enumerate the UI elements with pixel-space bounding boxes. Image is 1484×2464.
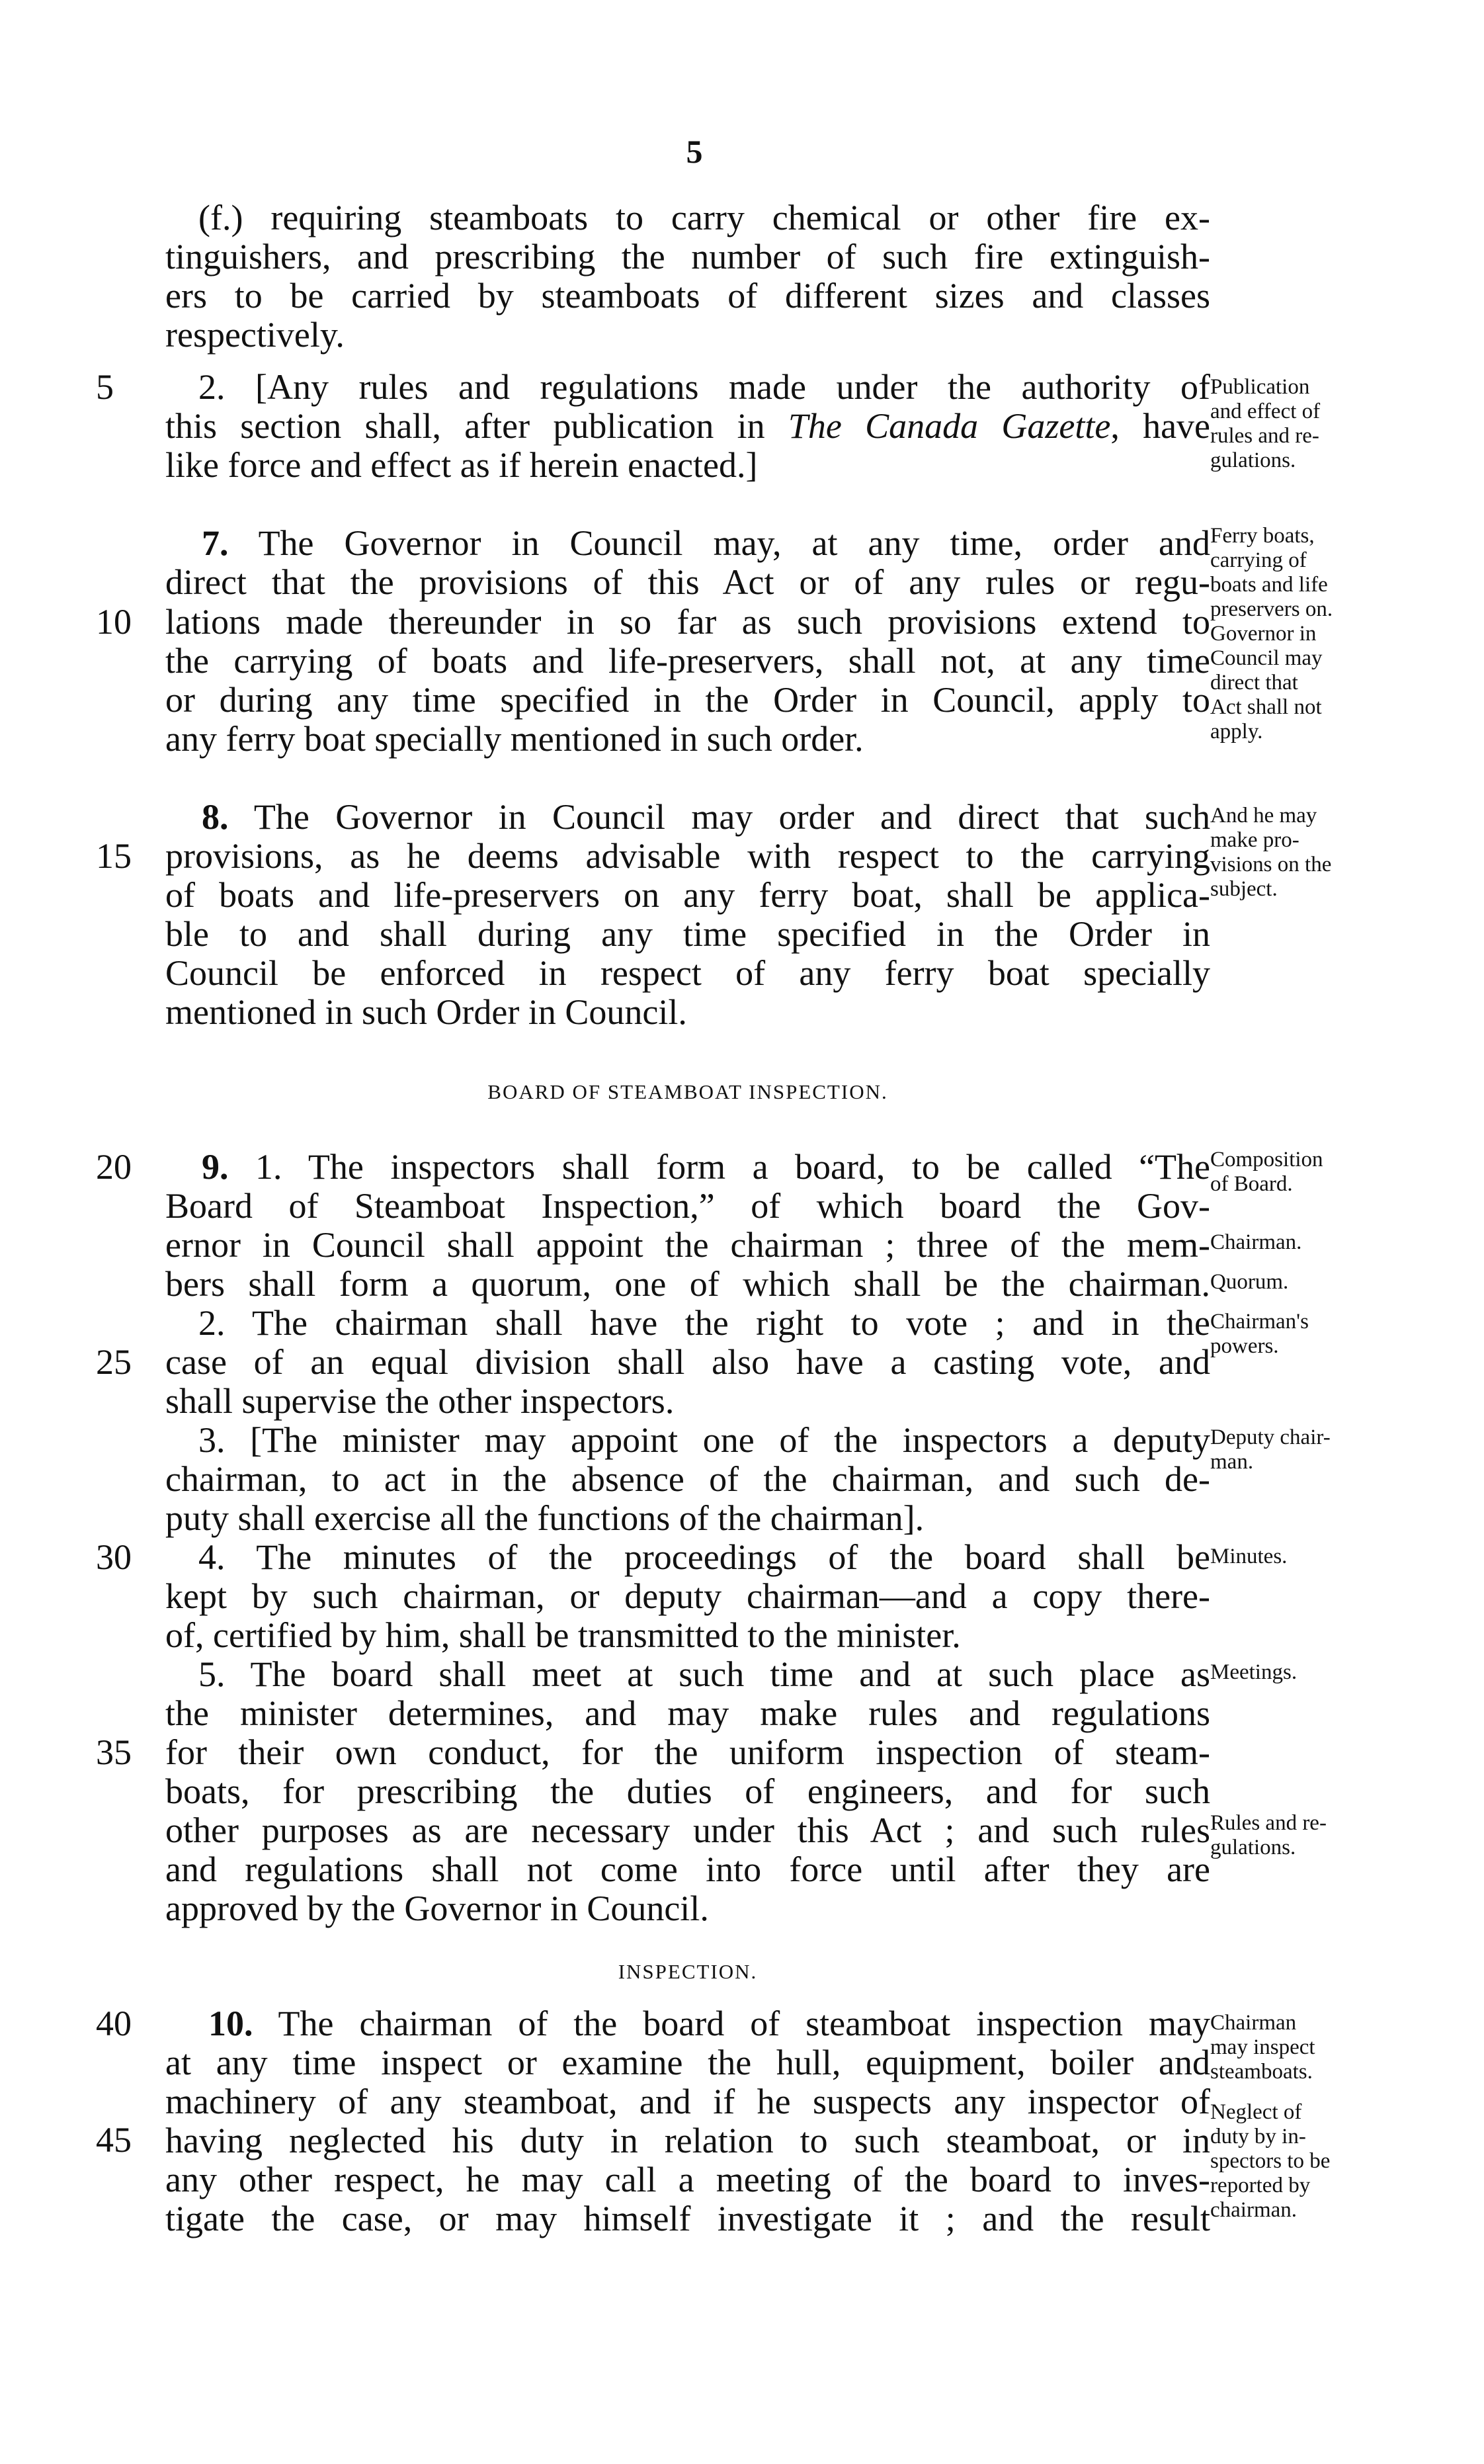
body-line: at any time inspect or examine the hull, equipment, boiler and <box>165 2043 1210 2082</box>
body-line: other purposes as are necessary under this Act ; and such rules <box>165 1811 1210 1850</box>
body-line: of, certified by him, shall be transmitted to the minister. <box>165 1616 961 1655</box>
heading-inspection: INSPECTION. <box>618 1960 758 1983</box>
body-line: puty shall exercise all the functions of the chairman]. <box>165 1499 925 1538</box>
body-line: 4. The minutes of the proceedings of the board shall be <box>198 1538 1210 1577</box>
margin-note-chairman: Chairman. <box>1210 1230 1302 1254</box>
body-line: 2. [Any rules and regulations made under the authority of <box>198 368 1210 407</box>
margin-note-composition: Composition of Board. <box>1210 1148 1323 1196</box>
margin-note-chairman-may-inspect: Chairman may inspect steamboats. <box>1210 2011 1315 2084</box>
body-line: lations made thereunder in so far as such provisions extend to <box>165 603 1210 642</box>
margin-note-rules: Rules and re- gulations. <box>1210 1811 1327 1859</box>
line-number-25: 25 <box>96 1342 132 1382</box>
body-line: like force and effect as if herein enacted.] <box>165 446 758 485</box>
heading-board-of-steamboat-inspection: BOARD OF STEAMBOAT INSPECTION. <box>487 1080 888 1103</box>
body-line: machinery of any steamboat, and if he suspects any inspector of <box>165 2082 1210 2121</box>
section-8-line: 8. The Governor in Council may order and direct that such <box>202 798 1210 837</box>
body-line: chairman, to act in the absence of the chairman, and such de- <box>165 1460 1210 1499</box>
margin-note-minutes: Minutes. <box>1210 1545 1288 1568</box>
body-line: ers to be carried by steamboats of different sizes and classes <box>165 276 1210 316</box>
section-number: 7. <box>202 524 229 563</box>
section-9-line: 9. 1. The inspectors shall form a board, to be called “The <box>202 1148 1210 1187</box>
margin-note-may-make-provisions: And he may make pro- visions on the subject. <box>1210 804 1332 901</box>
body-line: bers shall form a quorum, one of which shall be the chairman. <box>165 1265 1210 1304</box>
margin-note-meetings: Meetings. <box>1210 1660 1298 1684</box>
margin-note-chairmans-powers: Chairman's powers. <box>1210 1310 1309 1358</box>
margin-note-quorum: Quorum. <box>1210 1270 1289 1294</box>
section-7-line: 7. The Governor in Council may, at any time, order and <box>202 524 1210 563</box>
line-number-35: 35 <box>96 1732 132 1772</box>
line-number-30: 30 <box>96 1537 132 1577</box>
body-line: 3. [The minister may appoint one of the inspectors a deputy <box>198 1421 1210 1460</box>
body-line: direct that the provisions of this Act or of any rules or regu- <box>165 563 1210 602</box>
body-line: respectively. <box>165 316 345 355</box>
body-line: mentioned in such Order in Council. <box>165 993 687 1032</box>
body-line: Board of Steamboat Inspection,” of which board the Gov- <box>165 1187 1210 1226</box>
body-line: (f.) requiring steamboats to carry chemical or other fire ex- <box>198 198 1210 237</box>
body-line: this section shall, after publication in The Canada Gazette, have <box>165 407 1210 446</box>
body-line: having neglected his duty in relation to such steamboat, or in <box>165 2121 1210 2160</box>
margin-note-publication: Publication and effect of rules and re- gulations. <box>1210 375 1321 472</box>
body-line: boats, for prescribing the duties of engineers, and for such <box>165 1772 1210 1811</box>
body-line: and regulations shall not come into force until after they are <box>165 1850 1210 1889</box>
body-line: any other respect, he may call a meeting of the board to inves- <box>165 2160 1210 2199</box>
section-number: 9. <box>202 1148 229 1187</box>
line-number-10: 10 <box>96 602 132 642</box>
body-line: approved by the Governor in Council. <box>165 1889 709 1928</box>
body-line: the carrying of boats and life-preservers, shall not, at any time <box>165 642 1210 681</box>
body-line: any ferry boat specially mentioned in such order. <box>165 720 864 759</box>
body-line: ernor in Council shall appoint the chairman ; three of the mem- <box>165 1226 1210 1265</box>
body-line: of boats and life-preservers on any ferry boat, shall be applica- <box>165 876 1210 915</box>
section-number: 10. <box>208 2004 253 2043</box>
body-line: tigate the case, or may himself investigate it ; and the result <box>165 2199 1210 2238</box>
body-line: Council be enforced in respect of any ferry boat specially <box>165 954 1210 993</box>
body-line: ble to and shall during any time specified in the Order in <box>165 915 1210 954</box>
body-line: case of an equal division shall also have a casting vote, and <box>165 1343 1210 1382</box>
page-number: 5 <box>686 133 703 170</box>
line-number-45: 45 <box>96 2120 132 2160</box>
section-number: 8. <box>202 798 229 837</box>
body-line: for their own conduct, for the uniform inspection of steam- <box>165 1733 1210 1772</box>
section-10-line: 10. The chairman of the board of steamboat inspection may <box>208 2004 1210 2043</box>
line-number-40: 40 <box>96 2004 132 2043</box>
margin-note-neglect-of-duty: Neglect of duty by in- spectors to be reported by chairman. <box>1210 2100 1331 2222</box>
body-line: tinguishers, and prescribing the number of such fire extinguish- <box>165 237 1210 276</box>
gazette-title: The Canada Gazette <box>788 407 1111 446</box>
body-line: 2. The chairman shall have the right to vote ; and in the <box>198 1304 1210 1343</box>
body-line: 5. The board shall meet at such time and at such place as <box>198 1655 1210 1694</box>
body-line: shall supervise the other inspectors. <box>165 1382 675 1421</box>
margin-note-ferry-boats: Ferry boats, carrying of boats and life preservers on. Governor in Council may direct that Act shall not apply. <box>1210 524 1333 743</box>
body-line: provisions, as he deems advisable with respect to the carrying <box>165 837 1210 876</box>
line-number-15: 15 <box>96 836 132 876</box>
line-number-20: 20 <box>96 1147 132 1187</box>
line-number-5: 5 <box>96 367 114 407</box>
body-line: or during any time specified in the Order in Council, apply to <box>165 681 1210 720</box>
body-line: the minister determines, and may make rules and regulations <box>165 1694 1210 1733</box>
body-line: kept by such chairman, or deputy chairman—and a copy there- <box>165 1577 1210 1616</box>
margin-note-deputy-chairman: Deputy chair- man. <box>1210 1425 1331 1474</box>
